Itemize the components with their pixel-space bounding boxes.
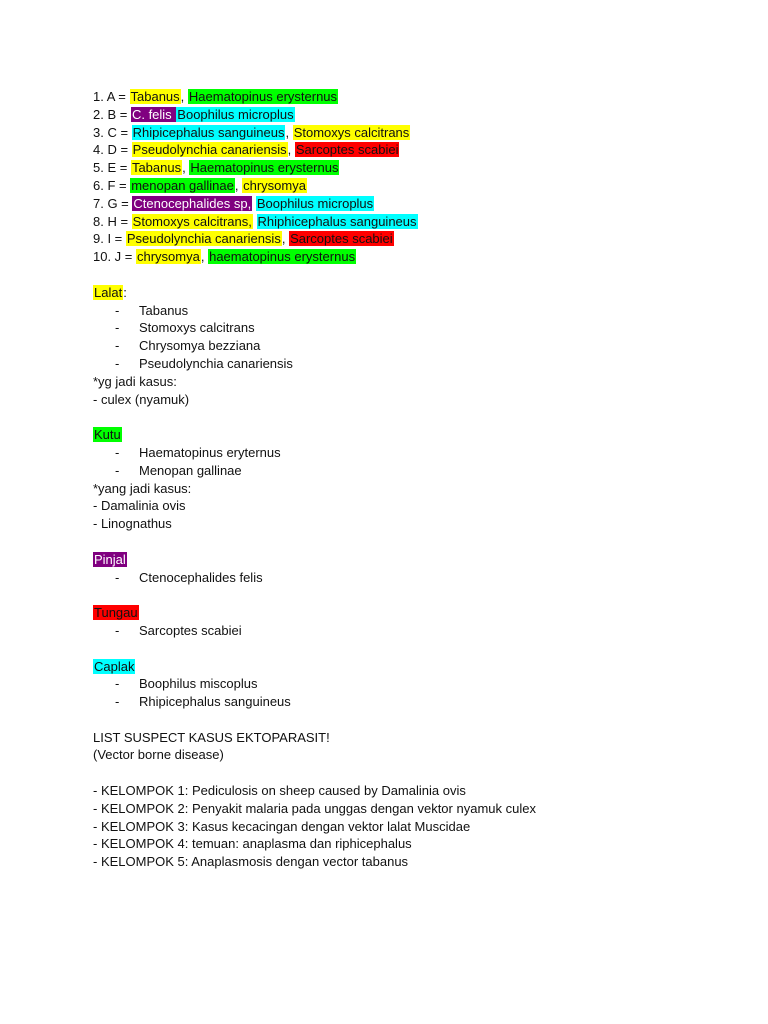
bullet-text: Stomoxys calcitrans	[139, 320, 255, 336]
answer-line	[93, 248, 733, 266]
section-heading	[93, 284, 733, 302]
highlight-term: Tabanus	[131, 160, 182, 176]
bullet-text: Ctenocephalides felis	[139, 569, 263, 585]
highlight-term: C. felis	[131, 106, 176, 122]
highlight-term: chrysomya	[137, 249, 200, 265]
spacer	[93, 764, 733, 782]
highlight-term: Stomoxys calcitrans,	[132, 213, 252, 229]
bullet-item	[93, 302, 733, 320]
bullet-item	[93, 462, 733, 480]
bullet-text: Boophilus miscoplus	[139, 676, 258, 692]
bullet-text: Sarcoptes scabiei	[139, 622, 242, 638]
group-item: - KELOMPOK 5: Anaplasmosis dengan vector tabanus	[93, 854, 409, 870]
answer-prefix: 5. E =	[93, 160, 131, 176]
bullet-item	[93, 355, 733, 373]
heading-colon: :	[123, 284, 127, 300]
section-lalat	[93, 284, 733, 409]
bullet-text: Tabanus	[139, 302, 189, 318]
dash-glyph: -	[115, 444, 120, 460]
bullet-text: Haematopinus eryternus	[139, 444, 281, 460]
heading-label: Kutu	[94, 427, 121, 443]
case-item: - Damalinia ovis	[93, 498, 186, 514]
highlight-term: Rhipicephalus sanguineus	[132, 124, 285, 140]
bullet-item	[93, 337, 733, 355]
section-heading	[93, 604, 733, 622]
bullet-item	[93, 319, 733, 337]
highlight-term: Haematopinus erysternus	[190, 160, 339, 176]
dash-glyph: -	[115, 355, 120, 371]
answer-line	[93, 195, 733, 213]
bullet-text: Pseudolynchia canariensis	[139, 355, 293, 371]
case-item: - Linognathus	[93, 516, 172, 532]
answer-prefix: 2. B =	[93, 106, 131, 122]
separator: ,	[200, 249, 209, 265]
answer-prefix: 8. H =	[93, 213, 132, 229]
answer-line	[93, 177, 733, 195]
answer-prefix: 10. J =	[93, 249, 136, 265]
case-note: *yg jadi kasus:	[93, 373, 177, 389]
bullet-text: Rhipicephalus sanguineus	[139, 694, 291, 710]
answer-line	[93, 88, 733, 106]
group-item: - KELOMPOK 1: Pediculosis on sheep caused by Damalinia ovis	[93, 783, 466, 799]
separator	[253, 214, 257, 229]
section-caplak	[93, 658, 733, 711]
spacer	[93, 408, 733, 426]
spacer	[93, 711, 733, 729]
spacer	[93, 640, 733, 658]
highlight-term: chrysomya	[243, 177, 306, 193]
heading-label: Pinjal	[94, 551, 126, 567]
dash-glyph: -	[115, 676, 120, 692]
section-heading	[93, 426, 733, 444]
answer-prefix: 3. C =	[93, 124, 132, 140]
highlight-term: Pseudolynchia canariensis	[132, 142, 287, 158]
section-tungau	[93, 604, 733, 640]
spacer	[93, 533, 733, 551]
highlight-term: Boophilus microplus	[256, 195, 374, 211]
answer-line	[93, 124, 733, 142]
dash-glyph: -	[115, 622, 120, 638]
suspect-subtitle: (Vector borne disease)	[93, 747, 224, 763]
highlight-term: Sarcoptes scabiei	[290, 231, 393, 247]
separator: ,	[285, 124, 293, 140]
heading-label: Lalat	[94, 284, 123, 300]
highlight-term: menopan gallinae	[131, 177, 234, 193]
spacer	[93, 266, 733, 284]
bullet-item	[93, 569, 733, 587]
section-heading	[93, 658, 733, 676]
heading-label: Tungau	[94, 605, 138, 621]
heading-label: Caplak	[94, 658, 135, 674]
highlight-term: Pseudolynchia canariensis	[126, 231, 281, 247]
answer-prefix: 4. D =	[93, 142, 132, 158]
highlight-term: Haematopinus erysternus	[188, 89, 338, 104]
dash-glyph: -	[115, 338, 120, 354]
answer-prefix: 9. I =	[93, 231, 126, 247]
section-heading	[93, 551, 733, 569]
answer-prefix: 7. G =	[93, 195, 133, 211]
bullet-item	[93, 675, 733, 693]
answer-line	[93, 159, 733, 177]
highlight-term: haematopinus erysternus	[209, 249, 356, 265]
highlight-term: Tabanus	[130, 89, 180, 104]
dash-glyph: -	[115, 302, 120, 318]
bullet-text: Menopan gallinae	[139, 462, 242, 478]
separator: ,	[182, 160, 190, 176]
dash-glyph: -	[115, 462, 120, 478]
answer-line	[93, 106, 733, 124]
group-item: - KELOMPOK 3: Kasus kecacingan dengan vektor lalat Muscidae	[93, 818, 471, 834]
bullet-item	[93, 622, 733, 640]
section-pinjal	[93, 551, 733, 587]
highlight-term: Boophilus microplus	[177, 106, 294, 122]
answer-line	[93, 141, 733, 159]
case-item: - culex (nyamuk)	[93, 391, 190, 407]
separator: ,	[234, 177, 243, 193]
bullet-item	[93, 444, 733, 462]
answer-line	[93, 213, 733, 231]
dash-glyph: -	[115, 320, 120, 336]
document-body	[93, 88, 733, 871]
answer-line	[93, 230, 733, 248]
section-suspect-list	[93, 729, 733, 871]
highlight-term: Stomoxys calcitrans	[293, 124, 410, 140]
spacer	[93, 586, 733, 604]
separator: ,	[180, 89, 188, 104]
separator: ,	[287, 142, 295, 158]
separator: ,	[281, 231, 290, 247]
group-item: - KELOMPOK 4: temuan: anaplasma dan riphicephalus	[93, 836, 412, 852]
suspect-title: LIST SUSPECT KASUS EKTOPARASIT!	[93, 729, 330, 745]
case-note: *yang jadi kasus:	[93, 480, 192, 496]
section-kutu	[93, 426, 733, 533]
answer-prefix: 6. F =	[93, 177, 131, 193]
dash-glyph: -	[115, 569, 120, 585]
group-item: - KELOMPOK 2: Penyakit malaria pada unggas dengan vektor nyamuk culex	[93, 800, 536, 816]
answer-prefix: 1. A =	[93, 89, 130, 104]
highlight-term: Sarcoptes scabiei	[295, 142, 399, 158]
highlight-term: Rhiphicephalus sanguineus	[257, 213, 417, 229]
dash-glyph: -	[115, 694, 120, 710]
bullet-item	[93, 693, 733, 711]
bullet-text: Chrysomya bezziana	[139, 338, 261, 354]
answer-list	[93, 88, 733, 266]
highlight-term: Ctenocephalides sp,	[133, 195, 252, 211]
